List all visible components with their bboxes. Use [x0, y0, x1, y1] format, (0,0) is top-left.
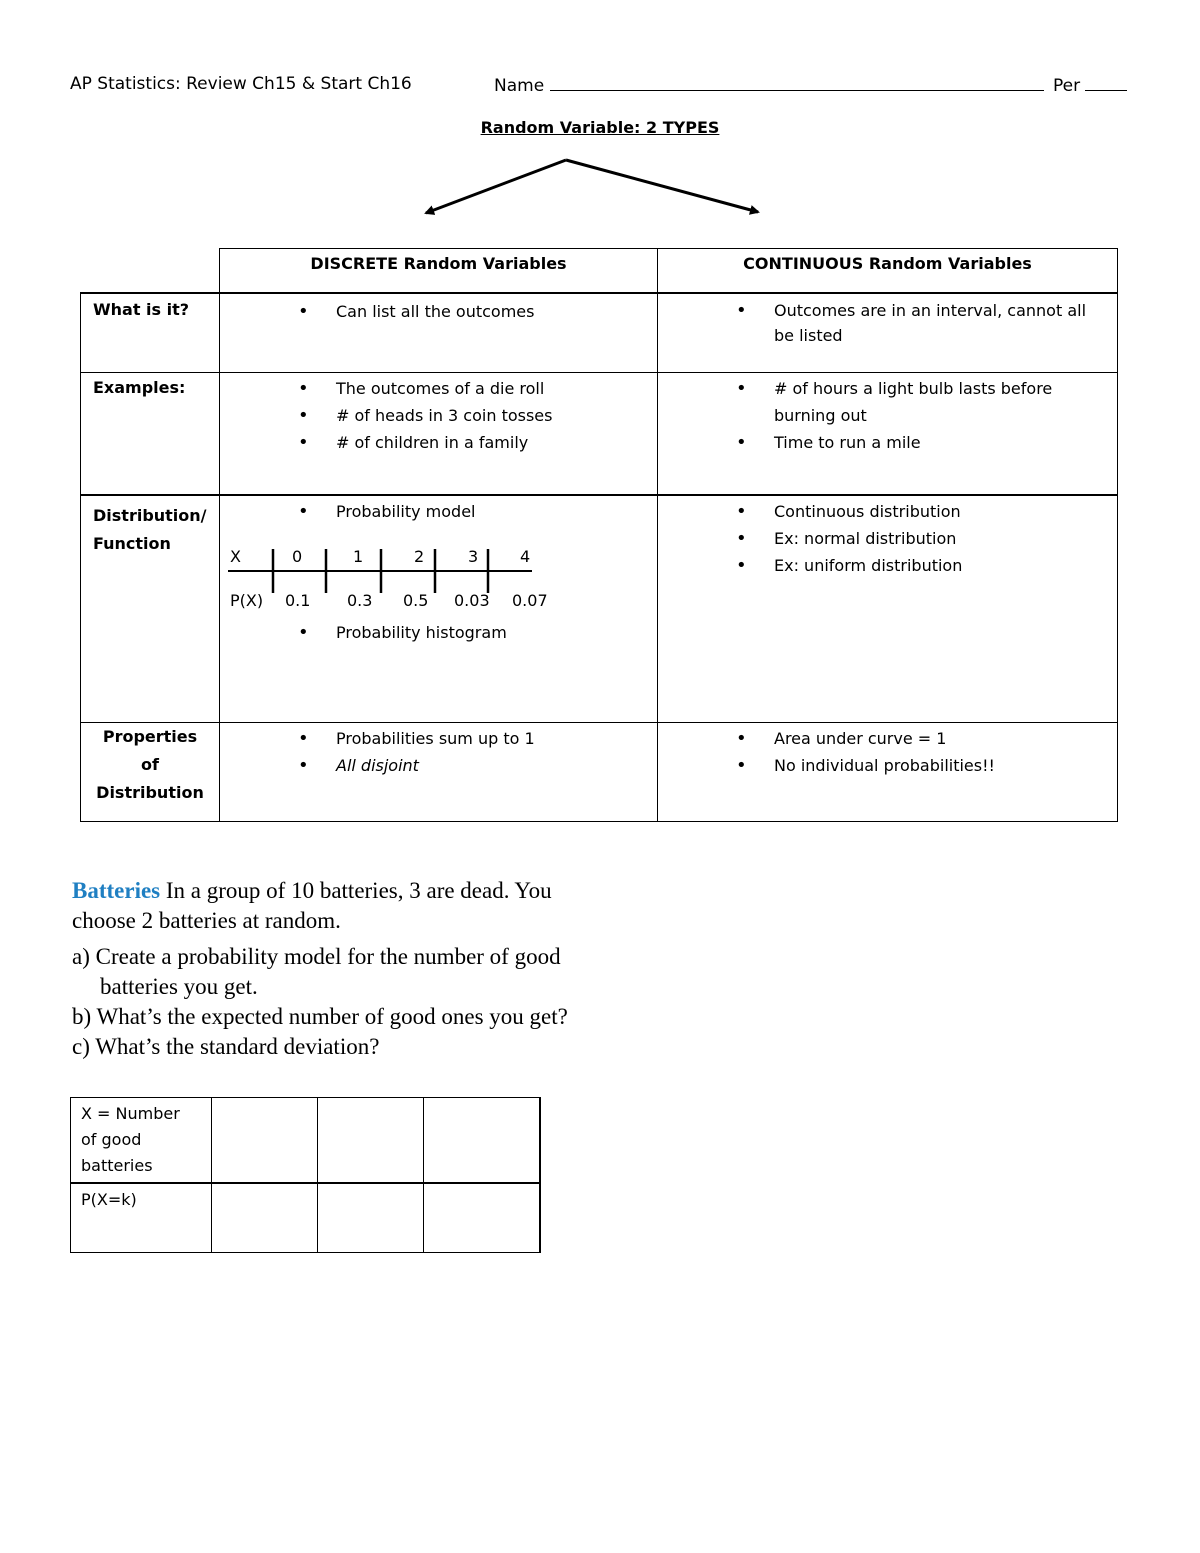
- problem-intro: [72, 876, 552, 936]
- list-item: • Area under curve = 1: [658, 725, 1117, 752]
- list-item: • Outcomes are in an interval, cannot all be listed: [658, 298, 1097, 348]
- col-header-continuous: CONTINUOUS Random Variables: [658, 249, 1118, 294]
- answer-x-label: [71, 1098, 212, 1184]
- x-value: 0: [292, 547, 303, 566]
- x-value: 2: [414, 547, 425, 566]
- row-label-properties: [81, 723, 220, 822]
- properties-continuous-cell: [658, 723, 1118, 822]
- header-blank-cell: [81, 249, 220, 294]
- row-label-properties-line2: of: [141, 755, 159, 774]
- answer-p-label: P(X=k): [71, 1183, 212, 1253]
- p-value: 0.5: [403, 591, 429, 610]
- per-label: Per: [1052, 76, 1081, 96]
- answer-cell[interactable]: [212, 1183, 318, 1253]
- x-value: 4: [520, 547, 531, 566]
- p-value: 0.1: [285, 591, 311, 610]
- question-b: b) What’s the expected number of good ones you get?: [72, 1004, 568, 1029]
- list-item: • # of children in a family: [220, 429, 657, 456]
- problem-intro-text: In a group of 10 batteries, 3 are dead. You: [165, 878, 552, 903]
- row-label-properties-line3: Distribution: [96, 783, 204, 802]
- row-properties: [81, 723, 1118, 822]
- answer-cell[interactable]: [424, 1183, 540, 1253]
- list-item: • All disjoint: [220, 752, 657, 779]
- problem-intro-line2: choose 2 batteries at random.: [72, 908, 341, 933]
- p-value: 0.03: [454, 591, 490, 610]
- x-value: 1: [353, 547, 364, 566]
- x-value: 3: [468, 547, 479, 566]
- name-label: Name: [494, 76, 545, 96]
- table-header-row: [81, 249, 1118, 294]
- p-value: 0.3: [347, 591, 373, 610]
- row-label-distribution-line2: Function: [93, 534, 171, 553]
- list-item: • # of heads in 3 coin tosses: [220, 402, 657, 429]
- distribution-continuous-cell: [658, 495, 1118, 723]
- random-variable-table: [80, 248, 1118, 822]
- row-label-what: What is it?: [81, 293, 220, 373]
- answer-x-label-line1: X = Number: [81, 1104, 180, 1123]
- examples-continuous-cell: [658, 373, 1118, 496]
- p-label: P(X): [230, 591, 264, 610]
- course-title: AP Statistics: Review Ch15 & Start Ch16: [70, 74, 412, 94]
- doc-title: Random Variable: 2 TYPES: [480, 118, 720, 137]
- split-arrows-icon: [0, 0, 1200, 240]
- row-label-distribution: [81, 495, 220, 723]
- answer-cell[interactable]: [318, 1183, 424, 1253]
- row-examples: [81, 373, 1118, 496]
- examples-discrete-cell: [220, 373, 658, 496]
- problem-questions: [72, 942, 568, 1062]
- answer-x-label-line3: batteries: [81, 1156, 153, 1175]
- answer-x-label-line2: of good: [81, 1130, 142, 1149]
- what-discrete-cell: [220, 293, 658, 373]
- answer-row-p: [71, 1183, 540, 1253]
- question-c: c) What’s the standard deviation?: [72, 1034, 380, 1059]
- answer-cell[interactable]: [318, 1098, 424, 1184]
- question-a-line2: batteries you get.: [100, 974, 258, 999]
- distribution-discrete-cell: [220, 495, 658, 723]
- p-value: 0.07: [512, 591, 548, 610]
- row-distribution: [81, 495, 1118, 723]
- question-a-line1: a) Create a probability model for the number of good: [72, 944, 561, 969]
- x-label: X: [230, 547, 241, 566]
- col-header-discrete: DISCRETE Random Variables: [220, 249, 658, 294]
- properties-discrete-cell: [220, 723, 658, 822]
- list-item: • Probability histogram: [220, 619, 657, 646]
- answer-cell[interactable]: [424, 1098, 540, 1184]
- list-item: • No individual probabilities!!: [658, 752, 1117, 779]
- list-item: • Ex: normal distribution: [658, 525, 1117, 552]
- row-what-is-it: [81, 293, 1118, 373]
- list-item: • Probabilities sum up to 1: [220, 725, 657, 752]
- row-label-properties-line1: Properties: [102, 727, 198, 746]
- answer-row-x: [71, 1098, 540, 1184]
- list-item: • # of hours a light bulb lasts before burning out: [658, 375, 1097, 429]
- arrow-left-icon: [426, 160, 566, 213]
- arrow-right-icon: [566, 160, 758, 212]
- row-label-distribution-line1: Distribution/: [93, 506, 207, 525]
- problem-keyword: Batteries: [72, 878, 161, 903]
- what-continuous-cell: [658, 293, 1118, 373]
- answer-cell[interactable]: [212, 1098, 318, 1184]
- list-item: • The outcomes of a die roll: [220, 375, 657, 402]
- problem-intro-line1: [72, 876, 552, 906]
- list-item: • Time to run a mile: [658, 429, 1097, 456]
- list-item: • Ex: uniform distribution: [658, 552, 1117, 579]
- list-item: • Probability model: [220, 498, 657, 525]
- answer-table: [70, 1097, 541, 1253]
- list-item: • Can list all the outcomes: [220, 298, 657, 325]
- row-label-examples: Examples:: [81, 373, 220, 496]
- list-item: • Continuous distribution: [658, 498, 1117, 525]
